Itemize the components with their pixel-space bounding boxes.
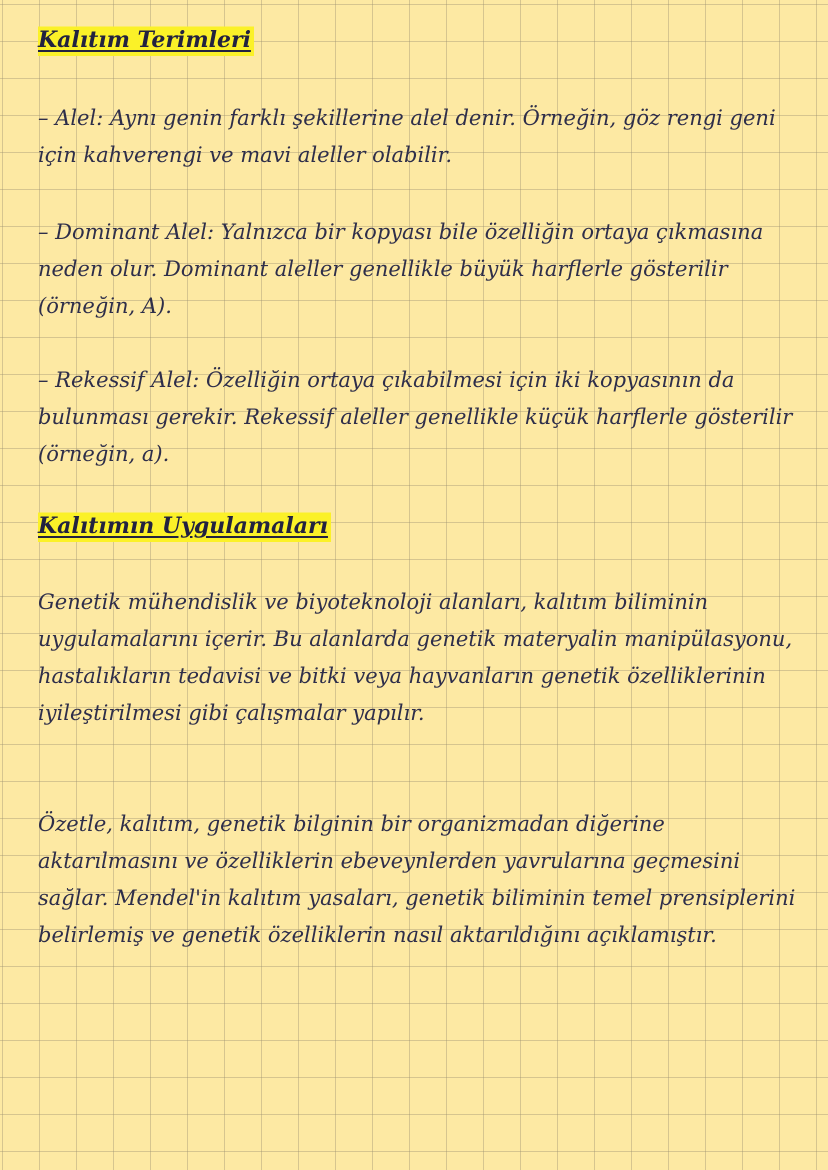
section-heading-kalitim-terimleri: Kalıtım Terimleri [38,22,254,59]
paragraph-summary: Özetle, kalıtım, genetik bilginin bir organizmadan diğerine aktarılmasını ve özelliklerin ebeveynlerden yavrularına geçmesini sağlar. Mendel'in kalıtım yasaları, genetik biliminin temel prensiplerini belirlemiş ve genetik özelliklerin nasıl aktarıldığını açıklamıştır. [38,812,796,947]
paragraph-alel: – Alel: Aynı genin farklı şekillerine alel denir. Örneğin, göz rengi geni için kahverengi ve mavi aleller olabilir. [38,106,776,167]
paragraph-rekessif-alel: – Rekessif Alel: Özelliğin ortaya çıkabilmesi için iki kopyasının da bulunması gerekir. Rekessif aleller genellikle küçük harflerle gösterilir (örneğin, a). [38,368,793,466]
section-heading-kalitimin-uygulamalari: Kalıtımın Uygulamaları [38,508,331,545]
paragraph-applications: Genetik mühendislik ve biyoteknoloji alanları, kalıtım biliminin uygulamalarını içerir. Bu alanlarda genetik materyalin manipülasyonu, hastalıkların tedavisi ve bitki veya hayvanların genetik özelliklerinin iyileştirilmesi gibi çalışmalar yapılır. [38,590,793,725]
paragraph-dominant-alel: – Dominant Alel: Yalnızca bir kopyası bile özelliğin ortaya çıkmasına neden olur. Dominant aleller genellikle büyük harflerle gösterilir (örneğin, A). [38,220,764,318]
